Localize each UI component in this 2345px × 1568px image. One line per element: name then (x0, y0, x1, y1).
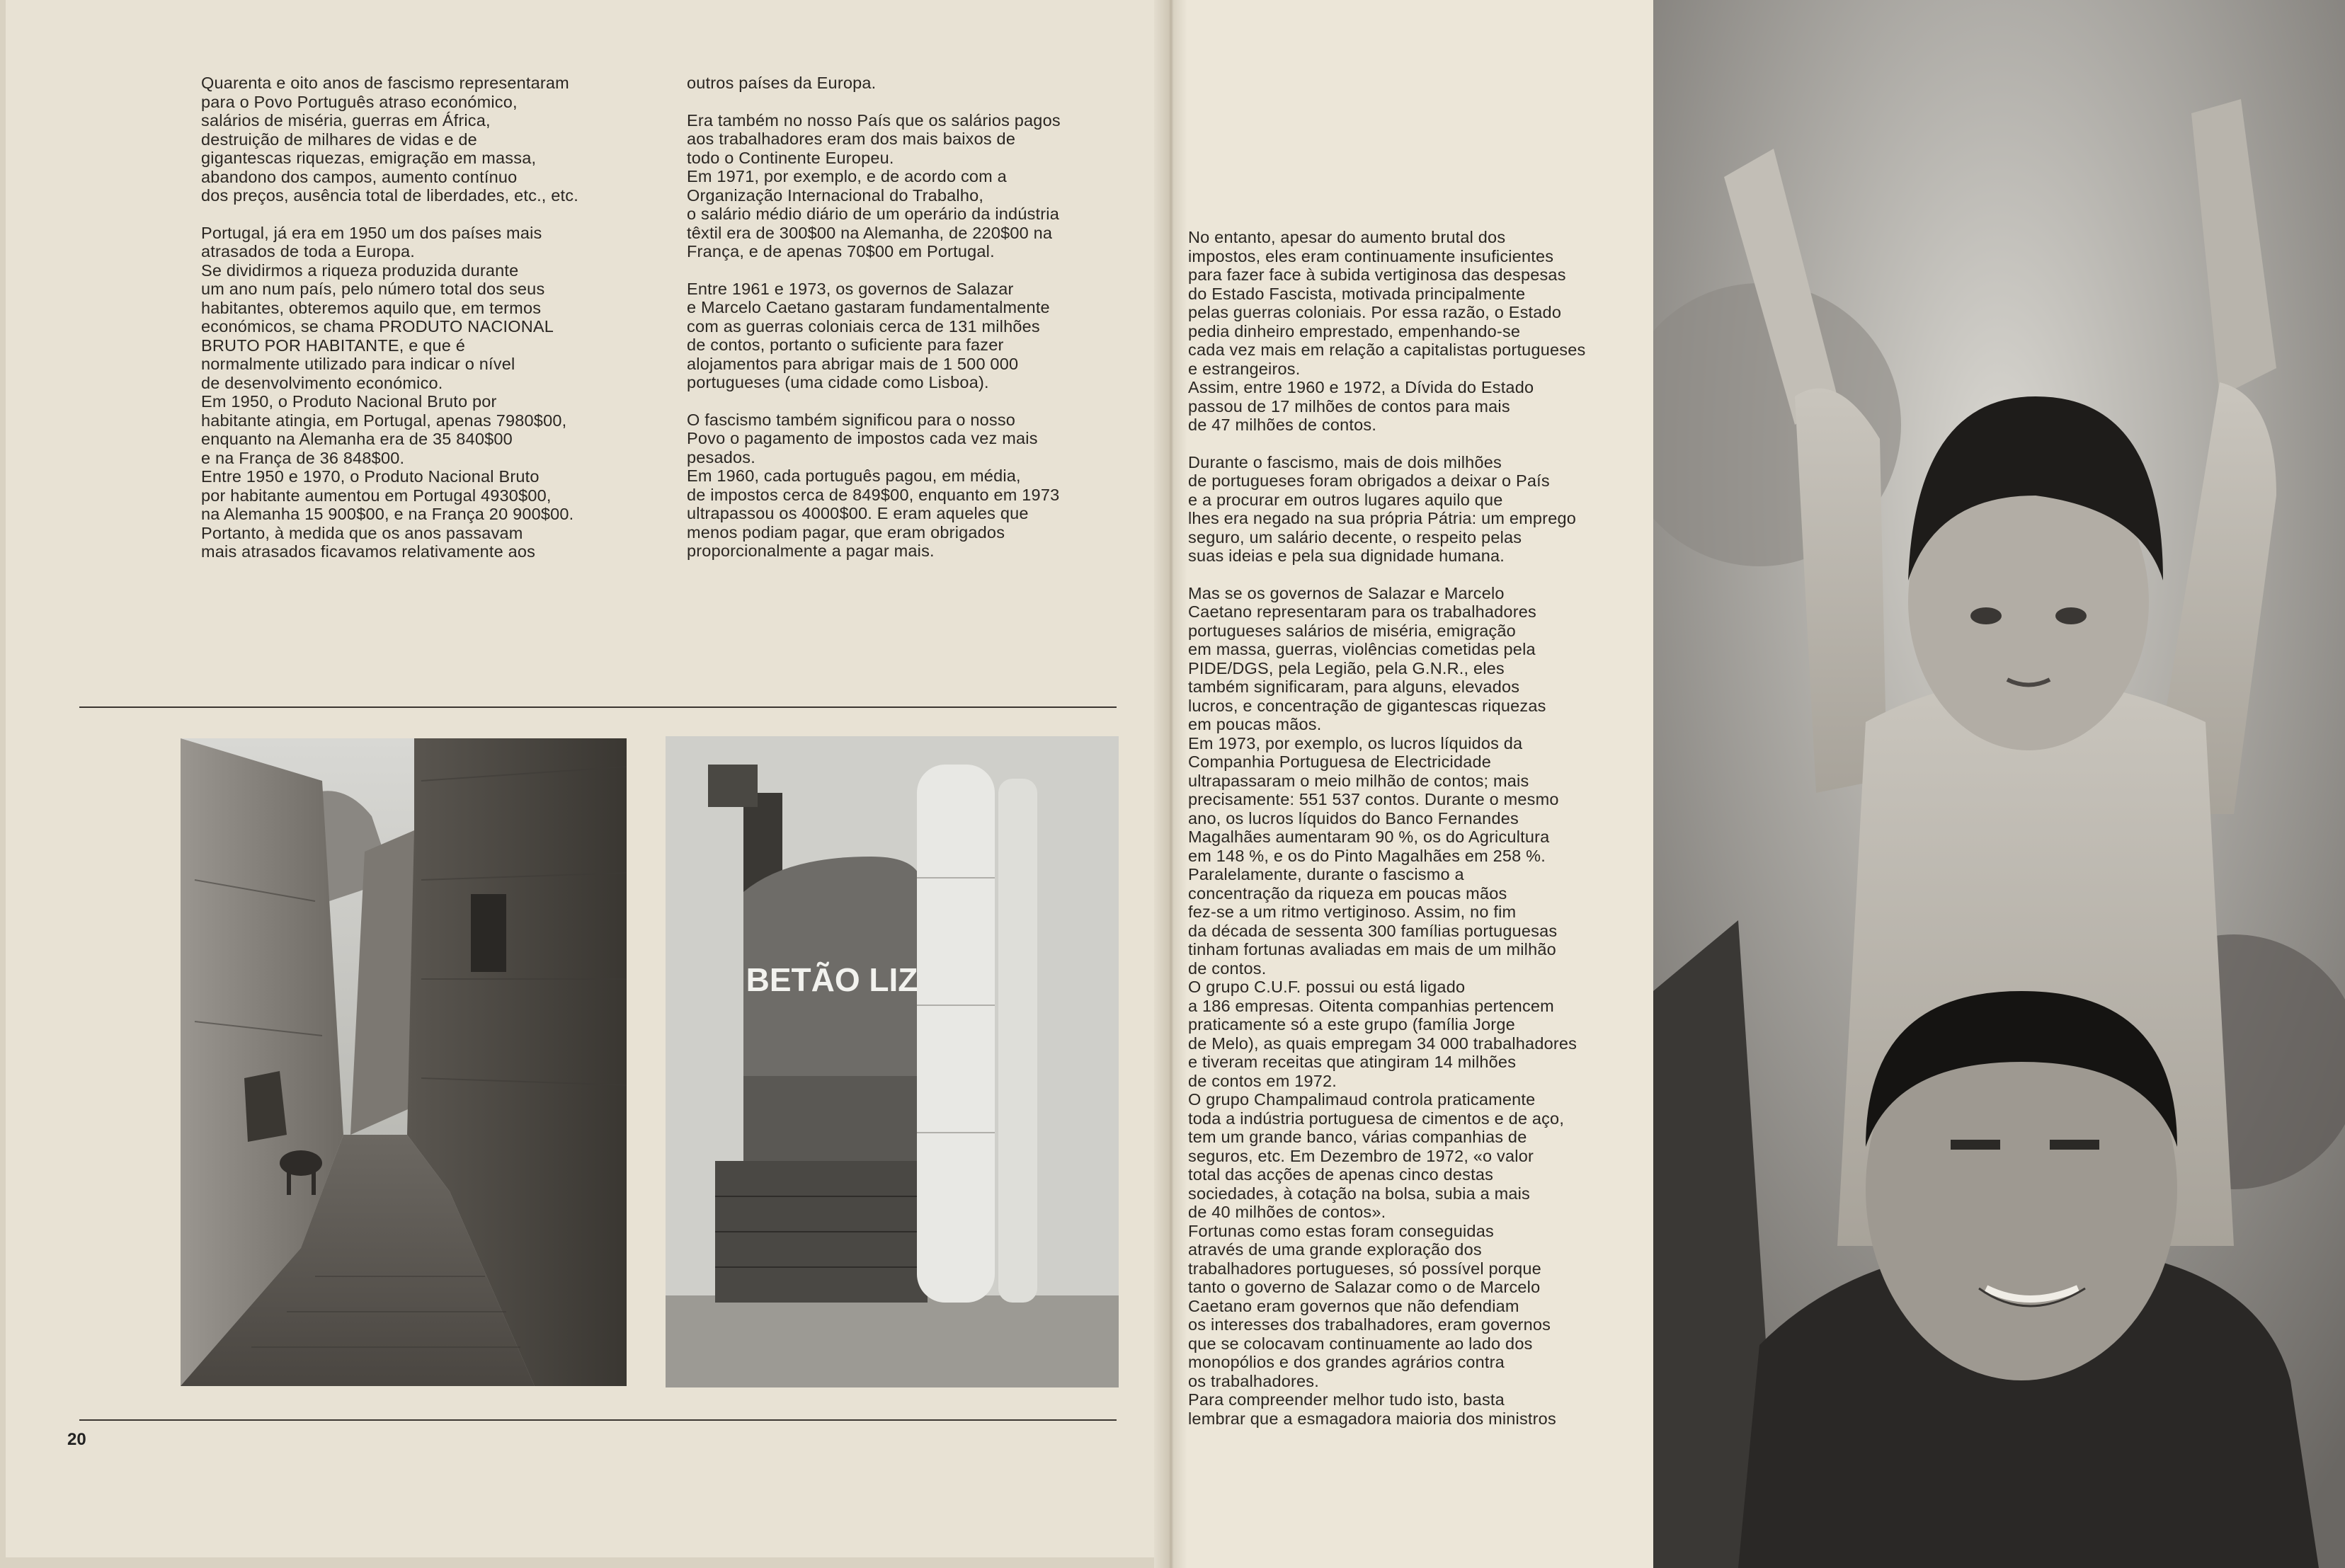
plant-sign: BETÃO LIZ (746, 961, 918, 998)
left-text-column-1 (201, 74, 654, 580)
binding-gutter (1154, 0, 1187, 1568)
photo-child-on-shoulders (1653, 0, 2345, 1568)
paragraph: Mas se os governos de Salazar e Marcelo Caetano representaram para os trabalhadores portugueses salários de miséria, emigração em massa, guerras, violências cometidas pela PIDE/DGS, pela Legião, pela G.N.R., eles também significaram, para alguns, elevados lucros, e concentração de gigantescas riquezas em poucas mãos. Em 1973, por exemplo, os lucros líquidos da Companhia Portuguesa de Electricidade ultrapassaram o meio milhão de contos; mais precisamente: 551 537 contos. Durante o mesmo ano, os lucros líquidos do Banco Fernandes Magalhães aumentaram 90 %, os do Agricultura em 148 %, e os do Pinto Magalhães em 258 %. Paralelamente, durante o fascismo a concentração da riqueza em poucas mãos fez-se a um ritmo vertiginoso. Assim, no fim da década de sessenta 300 famílias portuguesas tinham fortunas avaliadas em mais de um milhão de contos. O grupo C.U.F. possui ou está ligado a 186 empresas. Oitenta companhias pertencem praticamente só a este grupo (família Jorge de Melo), as quais empregam 34 000 trabalhadores e tiveram receitas que atingiram 14 milhões de contos em 1972. O grupo Champalimaud controla praticamente toda a indústria portuguesa de cimentos e de aço, tem um grande banco, várias companhias de seguros, etc. Em Dezembro de 1972, «o valor total das acções de apenas cinco destas sociedades, à cotação na bolsa, subia a mais de 40 milhões de contos». Fortunas como estas foram conseguidas através de uma grande exploração dos trabalhadores portugueses, só possível porque tanto o governo de Salazar como o de Marcelo Caetano eram governos que não defendiam os interesses dos trabalhadores, eram governos que se colocavam continuamente ao lado dos monopólios e dos grandes agrários contra os trabalhadores. Para compreender melhor tudo isto, basta lembrar que a esmagadora maioria dos ministros (1188, 583, 1577, 1428)
paragraph: No entanto, apesar do aumento brutal dos impostos, eles eram continuamente insuficientes para fazer face à subida vertiginosa das despesas do Estado Fascista, motivada principalmente pelas guerras coloniais. Por essa razão, o Estado pedia dinheiro emprestado, empenhando-se cada vez mais em relação a capitalistas portugueses e estrangeiros. Assim, entre 1960 e 1972, a Dívida do Estado passou de 17 milhões de contos para mais de 47 milhões de contos. (1188, 228, 1586, 434)
paragraph: O fascismo também significou para o nosso Povo o pagamento de impostos cada vez mais pesados. Em 1960, cada português pagou, em média, de impostos cerca de 849$00, enquanto em 1973 ultrapassou os 4000$00. E eram aqueles que menos podiam pagar, que eram obrigados proporcionalmente a pagar mais. (687, 410, 1060, 560)
paragraph: Entre 1961 e 1973, os governos de Salazar e Marcelo Caetano gastaram fundamentalmente com as guerras coloniais cerca de 131 milhões de contos, portanto o suficiente para fazer alojamentos para abrigar mais de 1 500 000 portugueses (uma cidade como Lisboa). (687, 279, 1050, 391)
paragraph: Quarenta e oito anos de fascismo representaram para o Povo Português atraso económico, salários de miséria, guerras em África, destruição de milhares de vidas e de gigantescas riquezas, emigração em massa, abandono dos campos, aumento contínuo dos preços, ausência total de liberdades, etc., etc. (201, 74, 578, 205)
left-text-column-2 (687, 74, 1140, 579)
right-text-column (1188, 228, 1641, 1446)
page-number: 20 (67, 1430, 86, 1449)
paragraph: Durante o fascismo, mais de dois milhões de portugueses foram obrigados a deixar o País e a procurar em outros lugares aquilo que lhes era negado na sua própria Pátria: um emprego seguro, um salário decente, o respeito pelas suas ideias e pela sua dignidade humana. (1188, 452, 1577, 565)
horizontal-rule-bottom (79, 1419, 1117, 1421)
photo-concrete-plant (666, 736, 1119, 1387)
paragraph: outros países da Europa. (687, 74, 877, 92)
photo-village-street (181, 738, 627, 1386)
horizontal-rule-top (79, 706, 1117, 708)
paragraph: Portugal, já era em 1950 um dos países mais atrasados de toda a Europa. Se dividirmos a riqueza produzida durante um ano num país, pelo número total dos seus habitantes, obteremos aquilo que, em termos económicos, se chama PRODUTO NACIONAL BRUTO POR HABITANTE, e que é normalmente utilizado para indicar o nível de desenvolvimento económico. Em 1950, o Produto Nacional Bruto por habitante atingia, em Portugal, apenas 7980$00, enquanto na Alemanha era de 35 840$00 e na França de 36 848$00. Entre 1950 e 1970, o Produto Nacional Bruto por habitante aumentou em Portugal 4930$00, na Alemanha 15 900$00, e na França 20 900$00. Portanto, à medida que os anos passavam mais atrasados ficavamos relativamente aos (201, 223, 574, 561)
paragraph: Era também no nosso País que os salários pagos aos trabalhadores eram dos mais baixos de todo o Continente Europeu. Em 1971, por exemplo, e de acordo com a Organização Internacional do Trabalho, o salário médio diário de um operário da indústria têxtil era de 300$00 na Alemanha, de 220$00 na França, e de apenas 70$00 em Portugal. (687, 110, 1061, 261)
